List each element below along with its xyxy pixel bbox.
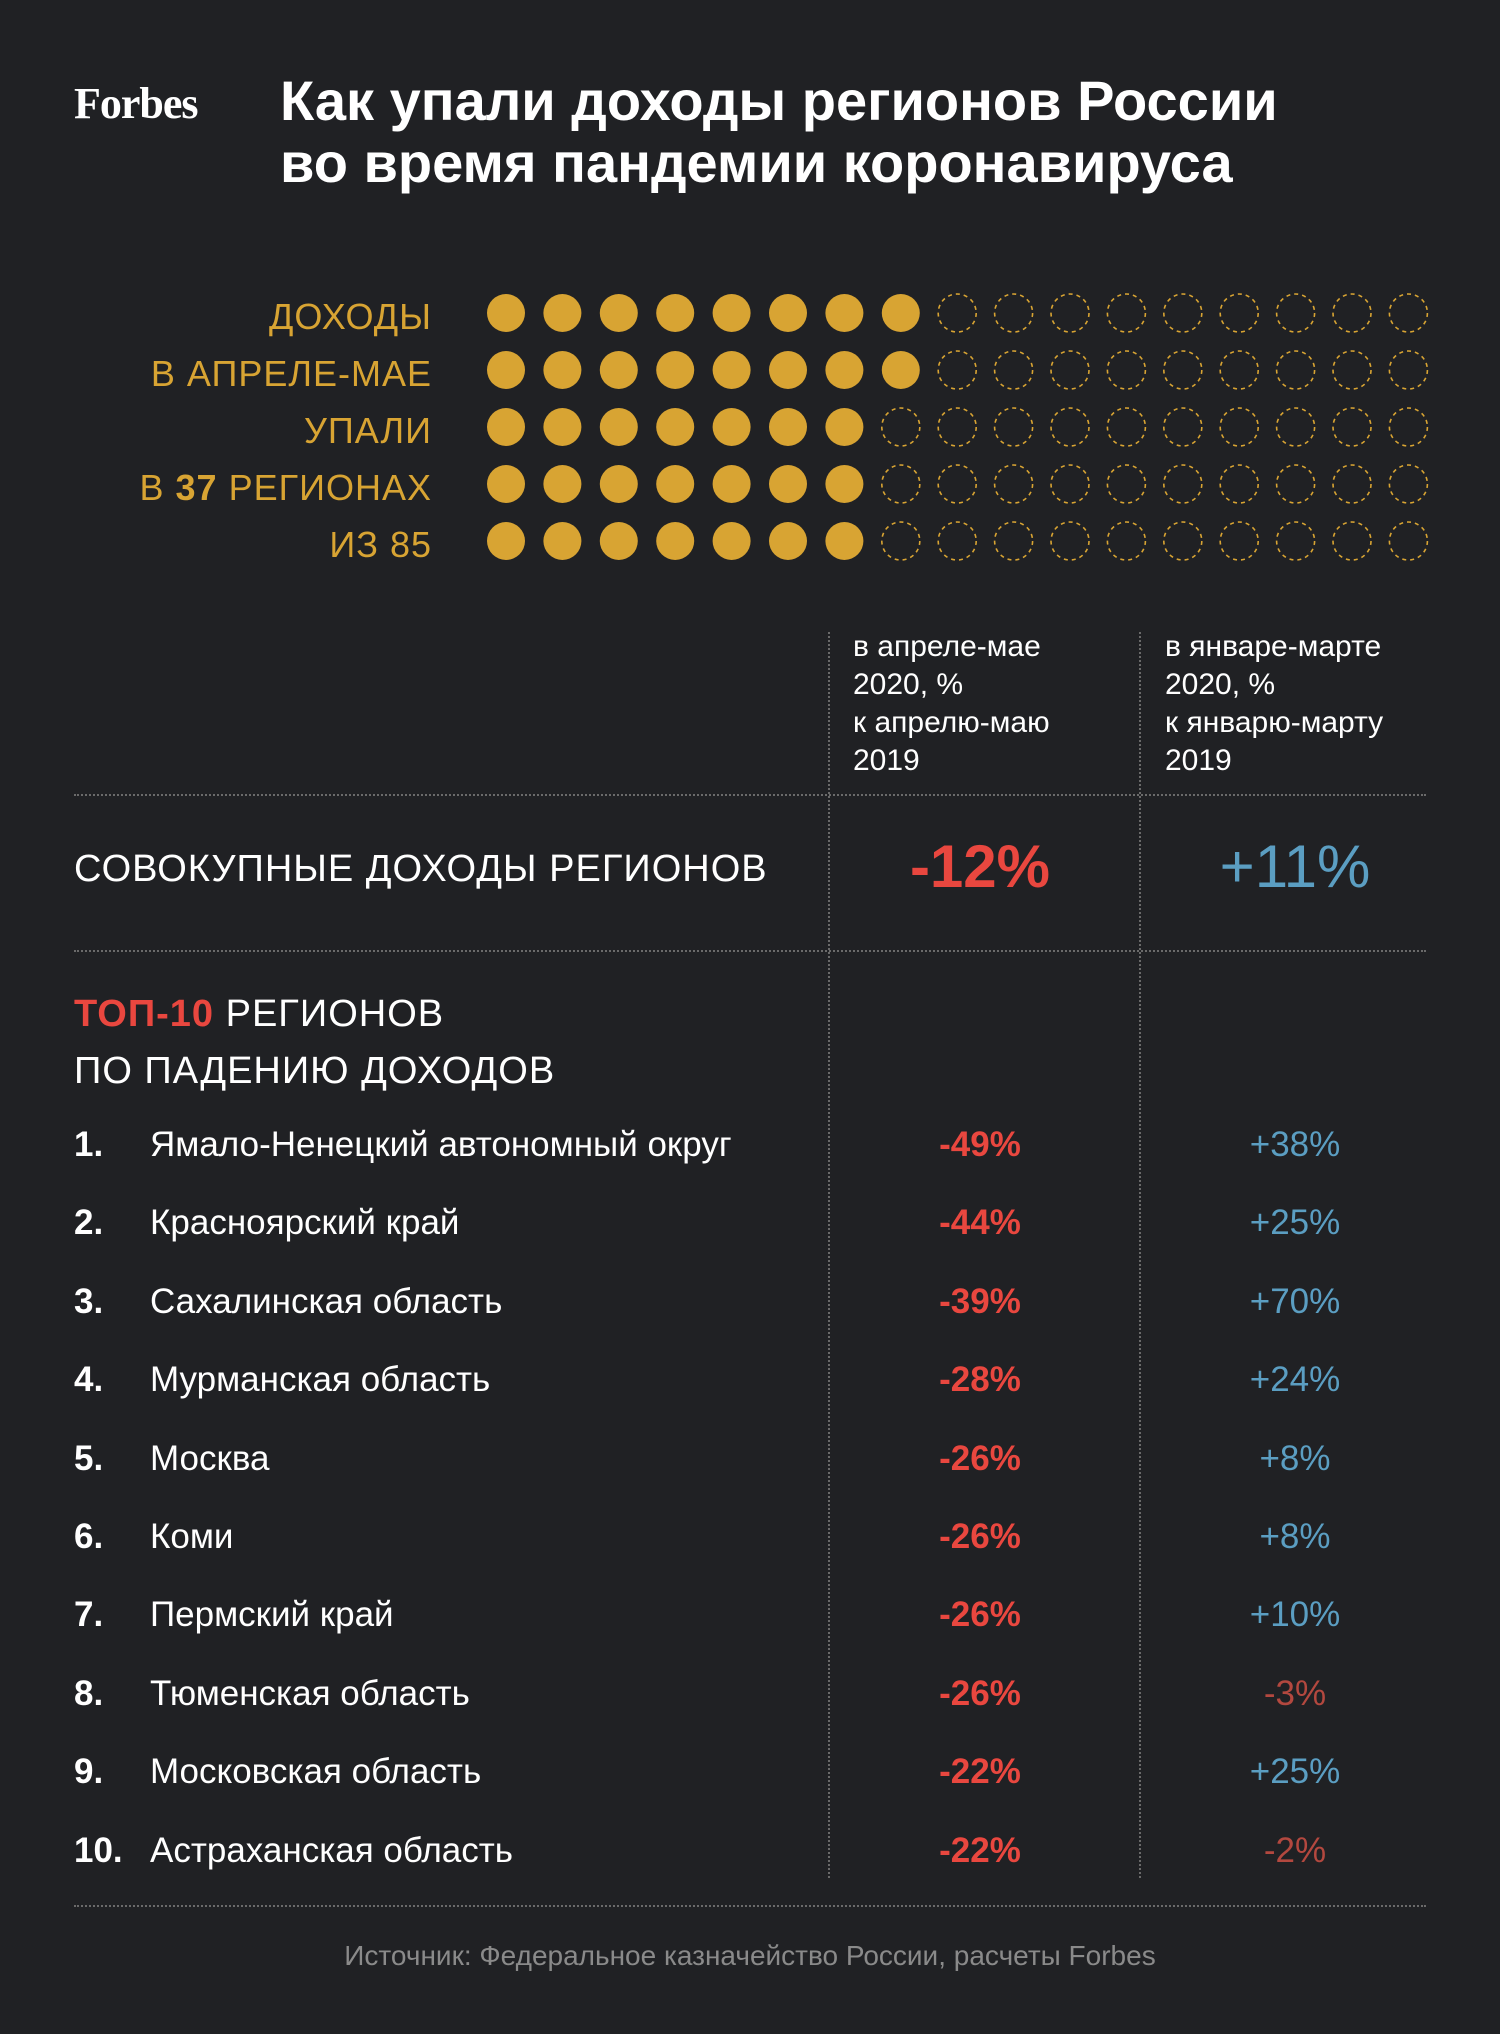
- region-dot-empty: [1107, 294, 1145, 332]
- region-dot-empty: [1277, 408, 1315, 446]
- value-january-march: +8%: [1259, 1517, 1331, 1556]
- value-april-may: -49%: [939, 1125, 1021, 1164]
- column-a-line-3: к апрелю-маю: [853, 706, 1050, 739]
- region-dot-empty: [938, 351, 976, 389]
- value-january-march: +25%: [1249, 1203, 1341, 1242]
- region-dot-filled: [487, 408, 525, 446]
- column-a-line-2: 2020, %: [853, 668, 964, 701]
- value-january-march: +10%: [1249, 1595, 1341, 1634]
- region-dot-filled: [656, 408, 694, 446]
- dots-caption-prefix: В: [139, 467, 176, 508]
- dots-caption-line-1: ДОХОДЫ: [268, 296, 432, 337]
- row-number: 8.: [74, 1674, 104, 1713]
- value-april-may: -22%: [939, 1831, 1021, 1870]
- region-dot-empty: [938, 294, 976, 332]
- region-name: Ямало-Ненецкий автономный округ: [150, 1125, 732, 1164]
- top10-heading: [74, 986, 555, 1100]
- value-january-march: -3%: [1263, 1674, 1327, 1713]
- region-dot-filled: [825, 351, 863, 389]
- divider-middle: [74, 950, 1426, 952]
- source-note: Источник: Федеральное казначейство России, расчеты Forbes: [344, 1940, 1156, 1971]
- dots-caption-suffix: РЕГИОНАХ: [217, 467, 432, 508]
- top10-heading-rest: РЕГИОНОВ: [214, 993, 445, 1035]
- row-number: 6.: [74, 1517, 104, 1556]
- region-dot-empty: [882, 408, 920, 446]
- region-name: Сахалинская область: [150, 1282, 503, 1321]
- total-value-january-march: +11%: [1219, 833, 1371, 900]
- region-dot-empty: [1051, 522, 1089, 560]
- region-dot-empty: [882, 522, 920, 560]
- table-row: [0, 1831, 1500, 1891]
- region-dot-filled: [825, 465, 863, 503]
- region-dot-filled: [487, 351, 525, 389]
- total-label: СОВОКУПНЫЕ ДОХОДЫ РЕГИОНОВ: [74, 848, 768, 890]
- row-number: 9.: [74, 1752, 104, 1791]
- top10-heading-line-1: [74, 986, 555, 1043]
- row-number: 1.: [74, 1125, 104, 1164]
- top10-heading-line-2: ПО ПАДЕНИЮ ДОХОДОВ: [74, 1050, 556, 1092]
- region-dot-empty: [1389, 522, 1427, 560]
- column-b-line-4: 2019: [1165, 744, 1232, 777]
- title-line-2: во время пандемии коронавируса: [280, 131, 1233, 194]
- dots-caption-line-2: В АПРЕЛЕ-МАЕ: [150, 353, 432, 394]
- column-b-line-3: к январю-марту: [1165, 706, 1384, 739]
- region-dot-filled: [825, 408, 863, 446]
- region-dot-filled: [487, 465, 525, 503]
- region-dot-empty: [1220, 522, 1258, 560]
- region-dot-filled: [882, 294, 920, 332]
- top10-heading-red: ТОП-10: [74, 993, 215, 1035]
- value-april-may: -26%: [939, 1439, 1021, 1478]
- region-name: Астраханская область: [150, 1831, 514, 1870]
- region-dot-empty: [1389, 351, 1427, 389]
- column-b-line-2: 2020, %: [1165, 668, 1276, 701]
- region-dot-empty: [1333, 408, 1371, 446]
- region-dot-empty: [1220, 465, 1258, 503]
- region-dot-empty: [1220, 294, 1258, 332]
- region-name: Коми: [150, 1517, 234, 1556]
- region-dot-empty: [882, 465, 920, 503]
- region-dot-empty: [995, 522, 1033, 560]
- region-dot-empty: [1389, 294, 1427, 332]
- table-row: [0, 1439, 1500, 1499]
- divider-bottom: [74, 1905, 1426, 1907]
- value-april-may: -28%: [939, 1360, 1021, 1399]
- region-dot-filled: [600, 522, 638, 560]
- region-dot-filled: [713, 294, 751, 332]
- value-april-may: -22%: [939, 1752, 1021, 1791]
- total-value-april-may: -12%: [909, 833, 1051, 900]
- region-dot-filled: [600, 408, 638, 446]
- region-dot-empty: [1277, 294, 1315, 332]
- region-dot-empty: [1333, 465, 1371, 503]
- table-row: [0, 1595, 1500, 1655]
- table-row: [0, 1282, 1500, 1342]
- region-dot-filled: [487, 294, 525, 332]
- value-january-march: +8%: [1259, 1439, 1331, 1478]
- table-row: [0, 1203, 1500, 1263]
- column-header-january-march: [1165, 628, 1445, 780]
- dots-caption-line-5: ИЗ 85: [329, 524, 432, 565]
- table-row: [0, 1125, 1500, 1185]
- value-january-march: +24%: [1249, 1360, 1341, 1399]
- row-number: 2.: [74, 1203, 104, 1242]
- column-b-line-1: в январе-марте: [1165, 630, 1382, 663]
- row-number: 4.: [74, 1360, 104, 1399]
- region-dot-filled: [543, 351, 581, 389]
- region-dot-filled: [769, 351, 807, 389]
- table-row: [0, 1752, 1500, 1812]
- region-dot-empty: [1107, 522, 1145, 560]
- region-name: Москва: [150, 1439, 270, 1478]
- region-dot-empty: [995, 408, 1033, 446]
- region-dot-empty: [1107, 351, 1145, 389]
- region-dot-empty: [1051, 465, 1089, 503]
- region-dot-filled: [713, 408, 751, 446]
- value-april-may: -26%: [939, 1517, 1021, 1556]
- region-dot-empty: [1277, 465, 1315, 503]
- region-dot-empty: [938, 465, 976, 503]
- region-dot-filled: [600, 294, 638, 332]
- value-january-march: -2%: [1263, 1831, 1327, 1870]
- region-dot-filled: [656, 522, 694, 560]
- region-dot-empty: [938, 522, 976, 560]
- region-dot-filled: [656, 351, 694, 389]
- region-dot-empty: [1333, 351, 1371, 389]
- value-january-march: +38%: [1249, 1125, 1341, 1164]
- region-dot-empty: [1277, 522, 1315, 560]
- table-row: [0, 1674, 1500, 1734]
- region-dot-filled: [769, 408, 807, 446]
- region-dot-filled: [656, 294, 694, 332]
- region-dot-empty: [938, 408, 976, 446]
- region-dot-filled: [600, 465, 638, 503]
- region-dot-grid: [0, 0, 1500, 600]
- region-dot-empty: [1107, 408, 1145, 446]
- value-april-may: -39%: [939, 1282, 1021, 1321]
- column-a-line-4: 2019: [853, 744, 920, 777]
- region-dot-filled: [600, 351, 638, 389]
- table-row: [0, 1360, 1500, 1420]
- region-dot-empty: [1051, 294, 1089, 332]
- region-dot-filled: [543, 522, 581, 560]
- region-dot-empty: [995, 351, 1033, 389]
- dots-caption-number: 37: [175, 467, 218, 508]
- region-dot-empty: [1220, 351, 1258, 389]
- value-january-march: +25%: [1249, 1752, 1341, 1791]
- region-dot-empty: [1389, 465, 1427, 503]
- region-dot-filled: [713, 465, 751, 503]
- region-dot-empty: [1107, 465, 1145, 503]
- column-header-april-may: [853, 628, 1133, 780]
- region-dot-empty: [1389, 408, 1427, 446]
- table-row: [0, 1517, 1500, 1577]
- region-name: Мурманская область: [150, 1360, 491, 1399]
- region-dot-filled: [543, 294, 581, 332]
- region-dot-empty: [1333, 522, 1371, 560]
- region-name: Пермский край: [150, 1595, 394, 1634]
- region-dot-empty: [1333, 294, 1371, 332]
- value-january-march: +70%: [1249, 1282, 1341, 1321]
- region-dot-filled: [713, 522, 751, 560]
- region-dot-filled: [882, 351, 920, 389]
- region-name: Тюменская область: [150, 1674, 470, 1713]
- region-dot-empty: [995, 465, 1033, 503]
- region-dot-filled: [769, 465, 807, 503]
- region-dot-filled: [543, 465, 581, 503]
- region-dot-filled: [769, 294, 807, 332]
- dots-caption-line-3: УПАЛИ: [303, 410, 432, 451]
- region-dot-filled: [713, 351, 751, 389]
- column-a-line-1: в апреле-мае: [853, 630, 1041, 663]
- row-number: 3.: [74, 1282, 104, 1321]
- region-dot-filled: [825, 522, 863, 560]
- region-dot-filled: [769, 522, 807, 560]
- region-dot-empty: [1164, 351, 1202, 389]
- value-april-may: -44%: [939, 1203, 1021, 1242]
- region-name: Московская область: [150, 1752, 482, 1791]
- region-dot-filled: [656, 465, 694, 503]
- row-number: 7.: [74, 1595, 104, 1634]
- row-number: 5.: [74, 1439, 104, 1478]
- region-dot-filled: [825, 294, 863, 332]
- region-dot-empty: [1051, 351, 1089, 389]
- value-april-may: -26%: [939, 1674, 1021, 1713]
- region-dot-empty: [1164, 408, 1202, 446]
- value-april-may: -26%: [939, 1595, 1021, 1634]
- region-dot-empty: [1220, 408, 1258, 446]
- region-dot-empty: [1277, 351, 1315, 389]
- forbes-logo: Forbes: [74, 79, 198, 128]
- region-name: Красноярский край: [150, 1203, 460, 1242]
- region-dot-empty: [1164, 465, 1202, 503]
- region-dot-empty: [1051, 408, 1089, 446]
- region-dot-filled: [487, 522, 525, 560]
- region-dot-empty: [1164, 522, 1202, 560]
- title-line-1: Как упали доходы регионов России: [280, 69, 1278, 132]
- divider-top: [74, 794, 1426, 796]
- region-dot-filled: [543, 408, 581, 446]
- region-dot-empty: [995, 294, 1033, 332]
- region-dot-empty: [1164, 294, 1202, 332]
- row-number: 10.: [74, 1831, 123, 1870]
